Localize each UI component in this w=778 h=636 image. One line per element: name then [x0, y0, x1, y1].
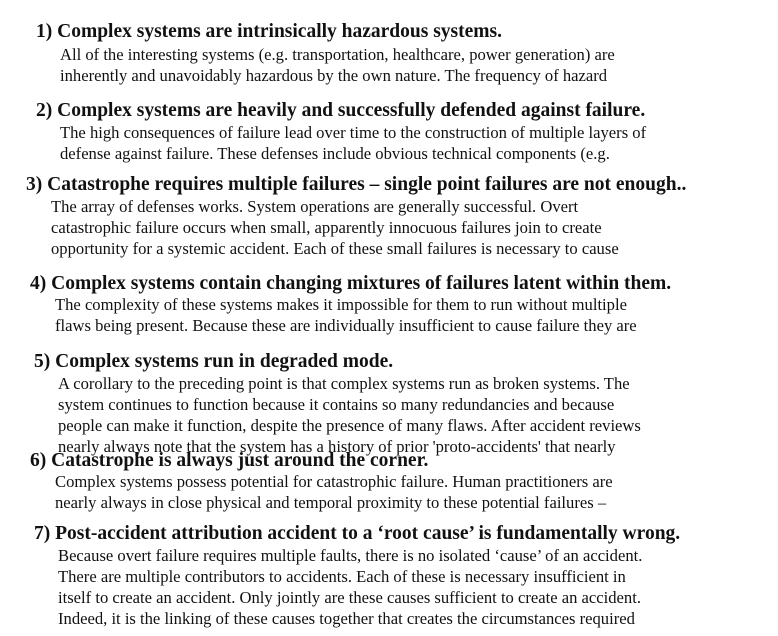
body-line: nearly always in close physical and temporal proximity to these potential failures – [55, 493, 607, 512]
item-title: Catastrophe is always just around the corner. [51, 450, 429, 471]
item-heading [26, 173, 686, 197]
body-line: All of the interesting systems (e.g. transportation, healthcare, power generation) are [60, 45, 615, 64]
body-line: Because overt failure requires multiple faults, there is no isolated ‘cause’ of an accident. [58, 546, 643, 565]
body-line: A corollary to the preceding point is that complex systems run as broken systems. The [58, 374, 630, 393]
item-number: 6) [30, 450, 47, 471]
item-number: 2) [36, 100, 53, 121]
item-number: 1) [36, 21, 53, 42]
body-line: Complex systems possess potential for catastrophic failure. Human practitioners are [55, 472, 613, 491]
item-title: Complex systems are intrinsically hazardous systems. [57, 21, 502, 42]
item-heading [30, 272, 671, 296]
item-title: Post-accident attribution accident to a ‘root cause’ is fundamentally wrong. [55, 523, 681, 544]
item-heading [34, 522, 680, 546]
item-title: Catastrophe requires multiple failures – single point failures are not enough.. [47, 174, 687, 195]
item-title: Complex systems contain changing mixtures of failures latent within them. [51, 273, 672, 294]
body-line: opportunity for a systemic accident. Each of these small failures is necessary to cause [51, 239, 619, 258]
item-number: 5) [34, 351, 51, 372]
body-line: catastrophic failure occurs when small, apparently innocuous failures join to create [51, 218, 602, 237]
body-line: Indeed, it is the linking of these causes together that creates the circumstances required [58, 609, 635, 628]
body-line: itself to create an accident. Only jointly are these causes sufficient to create an accident. [58, 588, 641, 607]
body-line: There are multiple contributors to accidents. Each of these is necessary insufficient in [58, 567, 626, 586]
item-heading [36, 99, 645, 123]
body-line: system continues to function because it contains so many redundancies and because [58, 395, 615, 414]
body-line: people can make it function, despite the presence of many flaws. After accident reviews [58, 416, 641, 435]
item-body [55, 471, 760, 512]
body-line: The high consequences of failure lead over time to the construction of multiple layers of [60, 123, 647, 142]
body-line: The array of defenses works. System operations are generally successful. Overt [51, 197, 579, 216]
item-number: 4) [30, 273, 47, 294]
item-number: 3) [26, 174, 43, 195]
item-heading [34, 350, 393, 374]
item-body [58, 545, 763, 636]
item-body [58, 373, 763, 456]
item-number: 7) [34, 523, 51, 544]
body-line: The complexity of these systems makes it impossible for them to run without multiple [55, 295, 627, 314]
body-line: flaws being present. Because these are individually insufficient to cause failure they are [55, 316, 637, 335]
body-line: defense against failure. These defenses include obvious technical components (e.g. [60, 144, 610, 163]
item-title: Complex systems are heavily and successfully defended against failure. [57, 100, 646, 121]
item-body [60, 44, 760, 84]
item-body [55, 294, 760, 336]
item-body [51, 196, 761, 259]
item-title: Complex systems run in degraded mode. [55, 351, 394, 372]
body-line: inherently and unavoidably hazardous by the own nature. The frequency of hazard [60, 66, 608, 85]
item-heading [36, 20, 502, 44]
item-body [60, 122, 760, 164]
body-line: nearly always note that the system has a history of prior 'proto-accidents' that nearly [58, 437, 616, 456]
item-heading [30, 449, 428, 473]
